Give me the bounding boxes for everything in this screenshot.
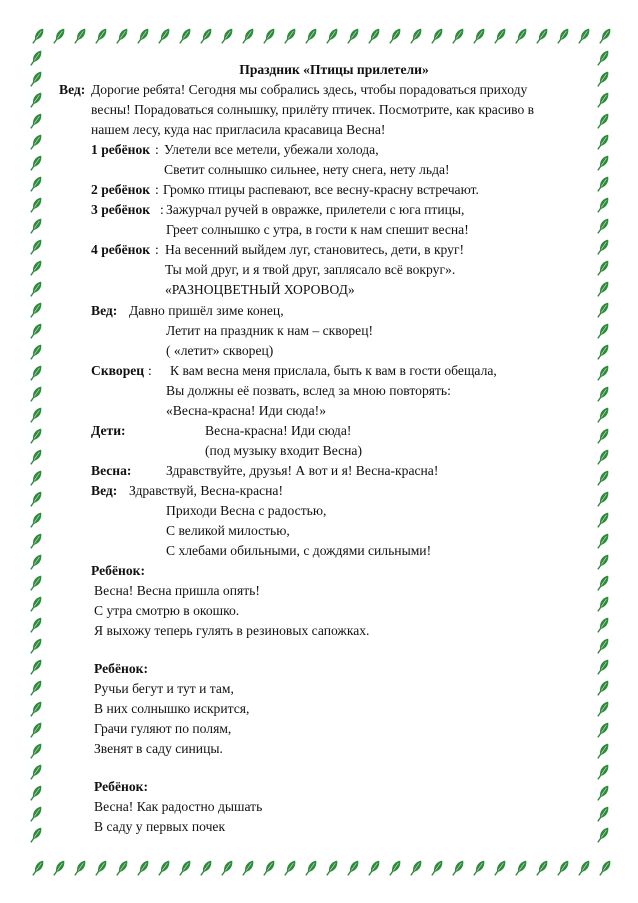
speaker-label: Дети: bbox=[91, 423, 126, 438]
text-line: Вы должны её позвать, вслед за мною повторять: bbox=[166, 383, 451, 398]
text-line: «РАЗНОЦВЕТНЫЙ ХОРОВОД» bbox=[165, 282, 355, 297]
speaker-colon: : bbox=[148, 363, 152, 378]
text-line: «Весна-красна! Иди сюда!» bbox=[166, 403, 326, 418]
speaker-label: 4 ребёнок bbox=[91, 242, 151, 257]
text-line: Весна-красна! Иди сюда! bbox=[205, 423, 352, 438]
speaker-label: Ребёнок: bbox=[91, 563, 145, 578]
text-line: В саду у первых почек bbox=[94, 819, 226, 834]
speaker-colon: : bbox=[155, 142, 159, 157]
speaker-label: 1 ребёнок bbox=[91, 142, 151, 157]
text-line: Дорогие ребята! Сегодня мы собрались здесь, чтобы порадоваться приходу bbox=[91, 82, 528, 97]
text-line: К вам весна меня прислала, быть к вам в гости обещала, bbox=[170, 363, 497, 378]
text-line: Весна! Весна пришла опять! bbox=[94, 583, 260, 598]
speaker-label: 3 ребёнок bbox=[91, 202, 151, 217]
speaker-colon: : bbox=[155, 182, 159, 197]
text-line: Греет солнышко с утра, в гости к нам спешит весна! bbox=[166, 222, 469, 237]
text-line: Приходи Весна с радостью, bbox=[166, 503, 327, 518]
text-line: Светит солнышко сильнее, нету снега, нету льда! bbox=[164, 162, 450, 177]
text-line: Громко птицы распевают, все весну-красну встречают. bbox=[163, 182, 479, 197]
speaker-label: Скворец bbox=[91, 363, 145, 378]
text-line: Улетели все метели, убежали холода, bbox=[164, 142, 379, 157]
speaker-label: Вед: bbox=[91, 303, 118, 318]
text-line: С хлебами обильными, с дождями сильными! bbox=[166, 543, 432, 558]
text-line: Здравствуй, Весна-красна! bbox=[129, 483, 283, 498]
speaker-label: 2 ребёнок bbox=[91, 182, 151, 197]
text-line: нашем лесу, куда нас пригласила красавица Весна! bbox=[91, 122, 386, 137]
text-line: На весенний выйдем луг, становитесь, дети, в круг! bbox=[165, 242, 465, 257]
text-line: Ты мой друг, и я твой друг, заплясало всё вокруг». bbox=[165, 262, 456, 277]
text-line: весны! Порадоваться солнышку, прилёту птичек. Посмотрите, как красиво в bbox=[91, 102, 535, 117]
speaker-label: Весна: bbox=[91, 463, 132, 478]
text-line: Звенят в саду синицы. bbox=[94, 741, 223, 756]
text-line: Давно пришёл зиме конец, bbox=[129, 303, 284, 318]
speaker-label: Ребёнок: bbox=[94, 779, 148, 794]
text-line: Я выхожу теперь гулять в резиновых сапожках. bbox=[94, 623, 370, 638]
text-line: Ручьи бегут и тут и там, bbox=[94, 681, 234, 696]
speaker-label: Вед: bbox=[59, 82, 86, 97]
speaker-label: Вед: bbox=[91, 483, 118, 498]
text-line: Грачи гуляют по полям, bbox=[94, 721, 232, 736]
speaker-colon: : bbox=[160, 202, 164, 217]
text-line: Летит на праздник к нам – скворец! bbox=[166, 323, 374, 338]
text-line: В них солнышко искрится, bbox=[94, 701, 250, 716]
document-title: Праздник «Птицы прилетели» bbox=[239, 62, 429, 77]
text-line: С великой милостью, bbox=[166, 523, 290, 538]
speaker-label: Ребёнок: bbox=[94, 661, 148, 676]
text-line: Зажурчал ручей в овражке, прилетели с юга птицы, bbox=[166, 202, 465, 217]
text-line: Весна! Как радостно дышать bbox=[94, 799, 263, 814]
text-line: ( «летит» скворец) bbox=[166, 343, 274, 358]
speaker-colon: : bbox=[155, 242, 159, 257]
text-line: Здравствуйте, друзья! А вот и я! Весна-красна! bbox=[166, 463, 439, 478]
text-line: (под музыку входит Весна) bbox=[205, 443, 362, 458]
text-line: С утра смотрю в окошко. bbox=[94, 603, 240, 618]
